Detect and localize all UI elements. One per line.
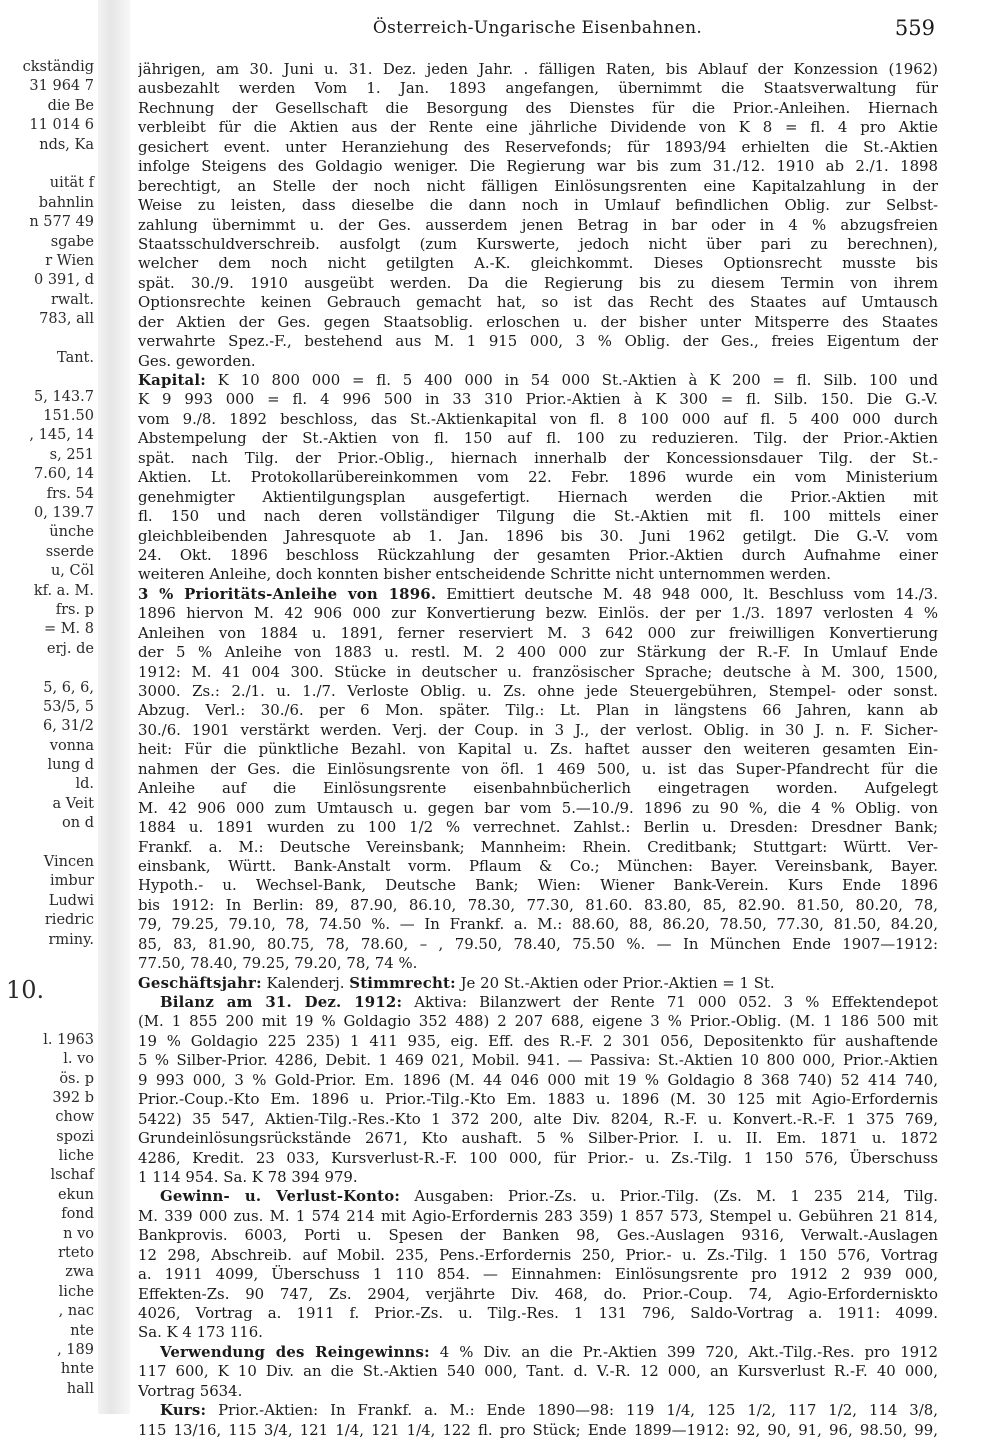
adjacent-page-line: uität f [49, 175, 94, 192]
adjacent-page-line: 0 391, d [33, 272, 94, 289]
text-line [138, 1382, 938, 1401]
adjacent-page-line: 53/5, 5 [42, 698, 94, 715]
adjacent-page-line: ld. [75, 776, 94, 793]
line-text: 19 % Goldagio 225 235) 1 411 935, eig. Eff. des R.-F. 2 301 056, Depositenkto für aushaftende [138, 1031, 938, 1050]
line-text: Aktiva: Bilanzwert der Rente 71 000 052. 3 % Effektendepot [402, 993, 938, 1011]
text-line [138, 79, 938, 98]
line-text: Je 20 St.-Aktien oder Prior.-Aktien = 1 St. [455, 973, 775, 992]
adjacent-page-line [0, 834, 98, 853]
adjacent-page-line: fond [61, 1206, 94, 1223]
line-text: 5422) 35 547, Aktien-Tilg.-Res.-Kto 1 372 200, alte Div. 8204, R.-F. u. Konvert.-R.-F. 1 375 769, [138, 1109, 938, 1128]
adjacent-page-line: 10. [6, 976, 45, 1005]
text-line [138, 371, 938, 390]
line-text: Prior.-Coup.-Kto Em. 1896 u. Prior.-Tilg.-Kto Em. 1883 u. 1896 (M. 30 125 mit Agio-Erfordernis [138, 1090, 938, 1109]
adjacent-page-line: ckständig [22, 59, 94, 75]
line-text: Weise zu leisten, dass dieselbe die dann noch in Umlauf befindlichen Oblig. zur Selbst- [138, 196, 938, 215]
line-text: Optionsrechte keinen Gebrauch gemacht hat, so ist das Recht des Staates auf Umtausch [138, 293, 938, 312]
adjacent-page-line: , 189 [57, 1342, 94, 1358]
line-text: Kalenderj. [261, 973, 350, 992]
text-line [138, 1323, 938, 1342]
text-line [138, 682, 938, 701]
line-text: 24. Okt. 1896 beschloss Rückzahlung der gesamten Prior.-Aktien durch Aufnahme einer [138, 545, 938, 564]
adjacent-page-line: sserde [45, 543, 94, 560]
line-text: 4 % Div. an die Pr.-Aktien 399 720, Akt.-Tilg.-Res. pro 1912 [429, 1342, 938, 1361]
adjacent-page-line: 7.60, 14 [34, 466, 94, 483]
text-line [138, 177, 938, 196]
adjacent-page-line: r Wien [45, 252, 94, 269]
text-line [138, 1187, 938, 1206]
line-text: 1884 u. 1891 wurden zu 100 1/2 % verrechnet. Zahlst.: Berlin u. Dresden: Dresdner Bank; [138, 818, 938, 837]
text-line [138, 546, 938, 565]
text-line [138, 60, 938, 79]
adjacent-page-line: hnte [60, 1361, 94, 1378]
line-text: ausbezahlt werden Vom 1. Jan. 1893 angefangen, übernimmt die Staatsverwaltung für [138, 79, 938, 98]
text-line [138, 799, 938, 818]
adjacent-page-line: zwa [65, 1264, 94, 1281]
line-text: 4026, Vortrag a. 1911 f. Prior.-Zs. u. Tilg.-Res. 1 131 796, Saldo-Vortrag a. 1911: 4099. [138, 1304, 938, 1322]
line-text: infolge Steigens des Goldagio weniger. Die Regierung war bis zum 31./12. 1910 ab 2./1. 1898 [138, 157, 938, 176]
adjacent-page-line: nds, Ka [39, 136, 94, 153]
text-line [138, 332, 938, 351]
line-text: (M. 1 855 200 mit 19 % Goldagio 352 488) 2 207 688, eigene 3 % Prior.-Oblig. (M. 1 186 500 mit [138, 1012, 938, 1031]
text-line [138, 274, 938, 293]
line-text: 1896 hiervon M. 42 906 000 zur Konvertierung bezw. Einlös. der per 1./3. 1897 verlosten 4 % [138, 604, 938, 623]
line-text: 117 600, K 10 Div. an die St.-Aktien 540 000, Tant. d. V.-R. 12 000, an Kursverlust R.-F. 40 000, [138, 1362, 938, 1381]
adjacent-page-line: kf. a. M. [33, 582, 94, 599]
text-line [138, 663, 938, 682]
line-text: Frankf. a. M.: Deutsche Vereinsbank; Mannheim: Rhein. Creditbank; Stuttgart: Württ. Ver- [138, 837, 938, 856]
text-line [138, 293, 938, 312]
line-text: bis 1912: In Berlin: 89, 87.90, 86.10, 78.30, 77.30, 81.60. 83.80, 85, 82.90. 81.50, 80.20, 78, [138, 895, 938, 914]
line-text: Sa. K 4 173 116. [138, 1323, 263, 1342]
adjacent-page-line: bahnlin [38, 194, 94, 211]
line-text: heit: Für die pünktliche Bezahl. von Kapital u. Zs. haftet ausser den weiteren gesamten Ein- [138, 740, 938, 759]
text-line [138, 468, 938, 487]
text-line [138, 313, 938, 332]
line-text: 5 % Silber-Prior. 4286, Debit. 1 469 021, Mobil. 941. — Passiva: St.-Aktien 10 800 000, Prior.-Aktien [138, 1051, 938, 1070]
text-line [138, 760, 938, 779]
text-line [138, 876, 938, 895]
adjacent-page-line: ös. p [59, 1070, 94, 1087]
body-text [138, 60, 938, 1440]
adjacent-page-line: = M. 8 [43, 621, 94, 638]
text-line [138, 254, 938, 273]
adjacent-page-line: 6, 31/2 [42, 718, 94, 735]
text-line [138, 740, 938, 759]
text-line [138, 1012, 938, 1031]
line-text: 1912: M. 41 004 300. Stücke in deutscher u. französischer Sprache; deutsche à M. 300, 1500, [138, 662, 938, 681]
line-text: Staatsschuldverschreib. ausfolgt (zum Kurswerte, jedoch nicht über pari zu berechnen), [138, 234, 938, 253]
adjacent-page-line: lung d [47, 757, 94, 774]
adjacent-page-line [0, 155, 98, 174]
line-text: verwahrte Spez.-F., bestehend aus M. 1 915 000, 3 % Oblig. der Ges., freies Eigentum der [138, 332, 938, 351]
line-text: weiteren Anleihe, doch konnten bisher entscheidende Schritte nicht unternommen werden. [138, 565, 831, 584]
text-line [138, 624, 938, 643]
adjacent-page-line: erj. de [46, 640, 94, 657]
book-gutter [98, 0, 130, 1414]
text-line [138, 721, 938, 740]
adjacent-page-line: 151.50 [43, 408, 94, 425]
text-line [138, 410, 938, 429]
adjacent-page-line: liche [58, 1148, 94, 1165]
section-heading: 3 % Prioritäts-Anleihe von 1896. [138, 584, 437, 603]
adjacent-page-line: frs. p [55, 601, 94, 618]
adjacent-page-line: on d [62, 815, 94, 832]
adjacent-page-line: s, 251 [49, 446, 94, 463]
text-line [138, 527, 938, 546]
text-line [138, 643, 938, 662]
text-line [138, 779, 938, 798]
adjacent-page-line: rteto [58, 1245, 94, 1262]
text-line [138, 118, 938, 137]
page-header [140, 18, 935, 44]
line-text: M. 339 000 zus. M. 1 574 214 mit Agio-Erfordernis 283 359) 1 857 573, Stempel u. Gebühren 21 814, [138, 1206, 938, 1225]
adjacent-page-line: rminy. [48, 931, 94, 948]
adjacent-page-line: die Be [47, 97, 94, 114]
text-line [138, 1110, 938, 1129]
line-text: 9 993 000, 3 % Gold-Prior. Em. 1896 (M. 44 046 000 mit 19 % Goldagio 8 368 740) 52 414 740, [138, 1070, 938, 1089]
adjacent-page-line: 5, 143.7 [34, 388, 94, 405]
text-line [138, 857, 938, 876]
line-text: K 9 993 000 = fl. 4 996 500 in 33 310 Prior.-Aktien à K 300 = fl. Silb. 150. Die G.-V. [138, 390, 938, 409]
text-line [138, 216, 938, 235]
line-text: K 10 800 000 = fl. 5 400 000 in 54 000 St.-Aktien à K 200 = fl. Silb. 100 und [205, 371, 938, 389]
adjacent-page-line: 31 964 7 [29, 78, 94, 95]
line-text: 79, 79.25, 79.10, 78, 74.50 %. — In Frankf. a. M.: 88.60, 88, 86.20, 78.50, 77.30, 81.50, 84.20, [138, 915, 938, 934]
line-text: Hypoth.- u. Wechsel-Bank, Deutsche Bank; Wien: Wiener Bank-Verein. Kurs Ende 1896 [138, 876, 938, 895]
text-line [138, 157, 938, 176]
line-text: einsbank, Württ. Bank-Anstalt vorm. Pflaum & Co.; München: Bayer. Vereinsbank, Bayer. [138, 856, 938, 875]
adjacent-page-line: a Veit [52, 795, 94, 812]
text-line [138, 1129, 938, 1148]
line-text: zahlung übernimmt u. der Ges. ausserdem jenen Betrag in bar oder in 4 % abzugsfreien [138, 215, 938, 234]
adjacent-page-line: Tant. [57, 349, 94, 366]
text-line [138, 196, 938, 215]
section-heading: Bilanz am 31. Dez. 1912: [160, 993, 403, 1011]
line-text: 12 298, Abschreib. auf Mobil. 235, Pens.-Erfordernis 250, Prior.- u. Zs.-Tilg. 1 150 576, Vortrag [138, 1245, 938, 1264]
section-heading: Stimmrecht: [349, 973, 456, 992]
text-line [138, 974, 938, 993]
text-line [138, 935, 938, 954]
adjacent-page-line: spozi [56, 1128, 94, 1145]
text-line [138, 896, 938, 915]
text-line [138, 1421, 938, 1440]
line-text: 1 114 954. Sa. K 78 394 979. [138, 1167, 358, 1186]
page-number: 559 [894, 16, 935, 40]
adjacent-page-line: riedric [44, 912, 94, 929]
adjacent-page-line: vonna [49, 737, 94, 754]
adjacent-page-line: Ludwi [48, 892, 94, 909]
section-heading: Verwendung des Reingewinns: [160, 1342, 430, 1361]
line-text: der Aktien der Ges. gegen Staatsoblig. erloschen u. der bisher unter Mitsperre des Staates [138, 312, 938, 331]
adjacent-page-line [0, 659, 98, 678]
running-head: Österreich-Ungarische Eisenbahnen. [372, 18, 703, 38]
line-text: genehmigter Aktientilgungsplan ausgefertigt. Hiernach werden die Prior.-Aktien mit [138, 487, 938, 506]
adjacent-page-column [0, 58, 98, 1398]
text-line [138, 838, 938, 857]
line-text: Bankprovis. 6003, Porti u. Spesen der Banken 98, Ges.-Auslagen 9316, Verwalt.-Auslagen [138, 1226, 938, 1245]
text-line [138, 390, 938, 409]
text-line [138, 99, 938, 118]
line-text: Rechnung der Gesellschaft die Besorgung des Dienstes für die Prior.-Anleihen. Hiernach [138, 98, 938, 117]
adjacent-page-line: ünche [49, 524, 94, 541]
text-line [138, 701, 938, 720]
text-line [138, 507, 938, 526]
text-line [138, 1246, 938, 1265]
adjacent-page-line: 392 b [52, 1089, 94, 1106]
text-line [138, 915, 938, 934]
line-text: 77.50, 78.40, 79.25, 79.20, 78, 74 %. [138, 954, 418, 973]
text-line [138, 585, 938, 604]
line-text: Vortrag 5634. [138, 1381, 243, 1400]
line-text: nahmen der Ges. die Einlösungsrente von öfl. 1 469 500, u. ist das Super-Pfandrecht für die [138, 759, 938, 778]
text-line [138, 1343, 938, 1362]
adjacent-page-line: 5, 6, 6, [43, 679, 94, 696]
line-text: vom 9./8. 1892 beschloss, das St.-Aktienkapital von fl. 8 100 000 auf fl. 5 400 000 durch [138, 409, 938, 428]
line-text: Anleihen von 1884 u. 1891, ferner reserviert M. 3 642 000 zur freiwilligen Konvertierung [138, 623, 938, 642]
text-line [138, 604, 938, 623]
adjacent-page-line: chow [55, 1109, 94, 1126]
line-text: Grundeinlösungsrückstände 2671, Kto aushaft. 5 % Silber-Prior. I. u. II. Em. 1871 u. 1872 [138, 1129, 938, 1148]
adjacent-page-line: rwalt. [50, 291, 94, 308]
line-text: der 5 % Anleihe von 1883 u. restl. M. 2 400 000 zur Stärkung der R.-F. In Umlauf Ende [138, 643, 938, 662]
adjacent-page-line: lschaf [50, 1167, 94, 1184]
line-text: Ausgaben: Prior.-Zs. u. Prior.-Tilg. (Zs. M. 1 235 214, Tilg. [400, 1187, 938, 1206]
adjacent-page-line: Vincen [43, 854, 94, 871]
line-text: 3000. Zs.: 2./1. u. 1./7. Verloste Oblig. u. Zs. ohne jede Steuergebühren, Stempel- oder sonst. [138, 682, 938, 700]
text-line [138, 1285, 938, 1304]
line-text: 30./6. 1901 verstärkt werden. Verj. der Coup. in 3 J., der verlost. Oblig. in 30 J. n. F. Sicher- [138, 720, 938, 739]
adjacent-page-line: hall [66, 1380, 94, 1397]
adjacent-page-line: imbur [50, 873, 94, 890]
text-line [138, 429, 938, 448]
text-line [138, 1401, 938, 1420]
text-line [138, 818, 938, 837]
line-text: spät. 30./9. 1910 ausgeübt werden. Da die Regierung bis zu diesem Termin von ihrem [138, 273, 938, 292]
text-line [138, 1149, 938, 1168]
line-text: spät. nach Tilg. der Prior.-Oblig., hiernach innerhalb der Koncessionsdauer Tilg. der St.- [138, 448, 938, 467]
adjacent-page-line [0, 950, 98, 969]
text-line [138, 449, 938, 468]
text-line [138, 352, 938, 371]
line-text: welcher dem noch nicht getilgten A.-K. gleichkommt. Dieses Optionsrecht musste bis [138, 254, 938, 273]
adjacent-page-line: 783, all [39, 311, 94, 328]
adjacent-page-line: frs. 54 [46, 485, 94, 502]
adjacent-page-line: 0, 139.7 [34, 504, 94, 521]
line-text: 85, 83, 81.90, 80.75, 78, 78.60, – , 79.50, 78.40, 75.50 %. — In München Ende 1907—1912: [138, 934, 938, 953]
line-text: 4286, Kredit. 23 033, Kursverlust-R.-F. 100 000, für Prior.- u. Zs.-Tilg. 1 150 576, Überschuss [138, 1148, 938, 1167]
adjacent-page-line [0, 1011, 98, 1030]
adjacent-page-line [0, 368, 98, 387]
adjacent-page-line: 11 014 6 [29, 117, 94, 134]
text-line [138, 138, 938, 157]
adjacent-page-line: sgabe [50, 233, 94, 250]
line-text: verbleibt für die Aktien aus der Rente eine jährliche Dividende von K 8 = fl. 4 pro Aktie [138, 118, 938, 137]
text-line [138, 1265, 938, 1284]
text-line [138, 1071, 938, 1090]
line-text: M. 42 906 000 zum Umtausch u. gegen bar vom 5.—10./9. 1896 zu 90 %, die 4 % Oblig. von [138, 798, 938, 817]
line-text: jährigen, am 30. Juni u. 31. Dez. jeden Jahr. . fälligen Raten, bis Ablauf der Konzession (1962) [138, 60, 938, 78]
section-heading: Kapital: [138, 371, 206, 389]
line-text: 115 13/16, 115 3/4, 121 1/4, 121 1/4, 122 fl. pro Stück; Ende 1899—1912: 92, 90, 91, 96, 98.50, 99, [138, 1420, 938, 1439]
line-text: Effekten-Zs. 90 747, Zs. 2904, verjährte Div. 468, do. Prior.-Coup. 74, Agio-Erforderniskto [138, 1284, 938, 1303]
text-line [138, 1207, 938, 1226]
adjacent-page-line: n vo [63, 1225, 94, 1242]
line-text: gleichbleibenden Jahresquote ab 1. Jan. 1896 bis 30. Juni 1962 getilgt. Die G.-V. vom [138, 526, 938, 545]
line-text: berechtigt, an Stelle der noch nicht fälligen Einlösungsrenten eine Kapitalzahlung in der [138, 176, 938, 195]
section-heading: Geschäftsjahr: [138, 973, 262, 992]
adjacent-page-line: l. vo [63, 1051, 94, 1068]
adjacent-page-line: , 145, 14 [29, 427, 94, 444]
line-text: fl. 150 und nach deren vollständiger Tilgung die St.-Aktien mit fl. 100 mittels einer [138, 507, 938, 526]
text-line [138, 488, 938, 507]
text-line [138, 1304, 938, 1323]
line-text: Abstempelung der St.-Aktien von fl. 150 auf fl. 100 zu reduzieren. Tilg. der Prior.-Aktien [138, 429, 938, 448]
text-line [138, 565, 938, 584]
section-heading: Gewinn- u. Verlust-Konto: [160, 1187, 401, 1206]
text-line [138, 1226, 938, 1245]
adjacent-page-line: l. 1963 [43, 1031, 94, 1048]
text-line [138, 1168, 938, 1187]
section-heading: Kurs: [160, 1401, 207, 1420]
adjacent-page-line: , nac [58, 1303, 94, 1320]
line-text: Emittiert deutsche M. 48 948 000, lt. Beschluss vom 14./3. [436, 584, 938, 603]
adjacent-page-line: u, Cöl [50, 563, 94, 580]
line-text: Abzug. Verl.: 30./6. per 6 Mon. später. Tilg.: Lt. Plan in längstens 66 Jahren, kann ab [138, 701, 938, 720]
text-line [138, 954, 938, 973]
adjacent-page-line: liche [58, 1283, 94, 1300]
text-line [138, 993, 938, 1012]
text-line [138, 1032, 938, 1051]
adjacent-page-line [0, 329, 98, 348]
adjacent-page-line: n 577 49 [29, 214, 94, 231]
adjacent-page-line: ekun [57, 1186, 94, 1203]
text-line [138, 1090, 938, 1109]
adjacent-page-line: nte [70, 1322, 94, 1339]
text-line [138, 235, 938, 254]
text-line [138, 1051, 938, 1070]
line-text: Anleihe auf die Einlösungsrente eisenbahnbücherlich eingetragen worden. Aufgelegt [138, 779, 938, 798]
line-text: Ges. geworden. [138, 351, 256, 370]
line-text: Prior.-Aktien: In Frankf. a. M.: Ende 1890—98: 119 1/4, 125 1/2, 117 1/2, 114 3/8, [206, 1401, 938, 1420]
text-line [138, 1362, 938, 1381]
line-text: Aktien. Lt. Protokollarübereinkommen vom 22. Febr. 1896 wurde ein vom Ministerium [138, 468, 938, 487]
line-text: a. 1911 4099, Überschuss 1 110 854. — Einnahmen: Einlösungsrente pro 1912 2 939 000, [138, 1265, 938, 1284]
line-text: gesichert event. unter Heranziehung des Reservefonds; für 1893/94 erhielten die St.-Aktien [138, 137, 938, 156]
